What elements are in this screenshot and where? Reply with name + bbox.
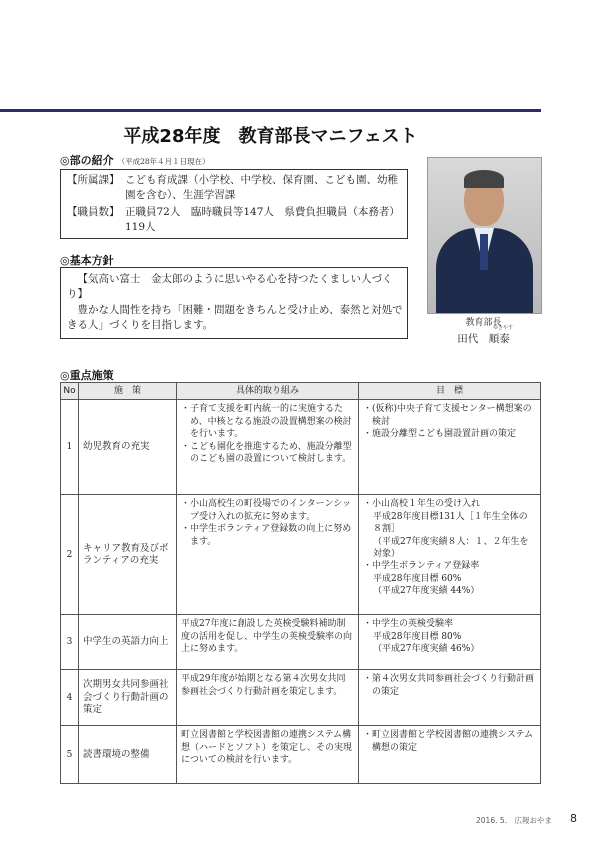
- intro-row: [67, 205, 401, 235]
- measures-table: [60, 382, 541, 784]
- goal-detail: 平成28年度目標 80%: [373, 631, 462, 642]
- action-item: 平成29年度が始期となる第４次男女共同参画社会づくり行動計画を策定します。: [181, 674, 346, 697]
- header-actions: 具体的取り組み: [177, 383, 359, 400]
- photo-tie: [480, 234, 488, 270]
- row-policy: 読書環境の整備: [79, 726, 177, 784]
- action-item: ・小山高校生の町役場でのインターンシップ受け入れの拡充に努めます。: [181, 499, 352, 522]
- table-row: [61, 726, 541, 784]
- row-policy: 次期男女共同参画社会づくり行動計画の策定: [79, 670, 177, 726]
- page-number: 8: [570, 812, 577, 825]
- measures-heading: ◎重点施策: [60, 369, 114, 382]
- row-goals: [359, 670, 541, 726]
- row-no: 5: [61, 726, 79, 784]
- goal-item: ・中学生ボランティア登録率: [363, 561, 480, 572]
- row-actions: [177, 615, 359, 670]
- goal-detail: （平成27年度実績 44%）: [373, 586, 480, 597]
- goal-detail: （平成27年度実績８人：１、２年生を対象）: [373, 536, 529, 560]
- action-item: ・子育て支援を町内統一的に実施するため、中核となる施設の設置構想案の検討を行います。: [181, 404, 352, 440]
- intro-row-value: こども育成課（小学校、中学校、保育園、こども園、幼稚園を含む）、生涯学習課: [125, 174, 398, 201]
- page-title: 平成28年度 教育部長マニフェスト: [123, 126, 418, 147]
- footer-issue: 2016. 5. 広報おやま: [476, 816, 553, 825]
- intro-row-key: 【職員数】: [67, 206, 120, 218]
- goal-item: ・(仮称)中央子育て支援センター構想案の検討: [363, 404, 532, 427]
- intro-date-note: （平成28年４月１日現在）: [117, 157, 210, 166]
- table-header-row: [61, 383, 541, 400]
- policy-heading: ◎基本方針: [60, 254, 114, 267]
- row-actions: [177, 670, 359, 726]
- goal-item: ・町立図書館と学校図書館の連携システム構想の策定: [363, 730, 534, 753]
- intro-heading: [60, 152, 210, 168]
- table-row: [61, 400, 541, 495]
- portrait-photo: [427, 157, 542, 314]
- intro-row-value: 正職員72人 臨時職員等147人 県費負担職員（本務者）119人: [125, 206, 400, 233]
- goal-item: ・小山高校１年生の受け入れ: [363, 499, 481, 510]
- row-policy: 幼児教育の充実: [79, 400, 177, 495]
- policy-motto: 【気高い富士 金太郎のように思いやる心を持つたくましい人づくり】: [67, 273, 393, 300]
- policy-box: [60, 267, 408, 339]
- profile-name: 田代 順泰: [457, 333, 510, 345]
- photo-hair: [464, 170, 504, 188]
- profile-name-ruby: ゆきやす: [493, 325, 514, 331]
- policy-goal: 豊かな人間性を持ち「困難・問題をきちんと受け止め、泰然と対処できる人」づくりを目指します。: [67, 304, 403, 331]
- intro-row-key: 【所属課】: [67, 174, 120, 186]
- header-policy: 施 策: [79, 383, 177, 400]
- table-row: [61, 615, 541, 670]
- row-goals: [359, 495, 541, 615]
- header-no: No: [61, 383, 79, 400]
- row-actions: [177, 726, 359, 784]
- goal-detail: 平成28年度目標131人［１年生全体の８割］: [373, 511, 528, 535]
- intro-row: [67, 173, 401, 203]
- header-goals: 目 標: [359, 383, 541, 400]
- goal-item: ・施設分離型こども園設置計画の策定: [363, 429, 517, 440]
- action-item: 町立図書館と学校図書館の連携システム構想（ハードとソフト）を策定し、その実現についての検討を行います。: [181, 730, 353, 766]
- intro-box: [60, 169, 408, 239]
- row-no: 1: [61, 400, 79, 495]
- row-no: 2: [61, 495, 79, 615]
- goal-item: ・第４次男女共同参画社会づくり行動計画の策定: [363, 674, 535, 697]
- action-item: ・中学生ボランティア登録数の向上に努めます。: [181, 524, 352, 547]
- table-row: [61, 495, 541, 615]
- row-actions: [177, 400, 359, 495]
- row-policy: 中学生の英語力向上: [79, 615, 177, 670]
- header-rule: [0, 109, 541, 112]
- row-policy: キャリア教育及びボランティアの充実: [79, 495, 177, 615]
- goal-detail: 平成28年度目標 60%: [373, 573, 462, 584]
- goal-item: ・中学生の英検受験率: [363, 619, 454, 630]
- intro-heading-text: ◎部の紹介: [60, 154, 114, 167]
- row-goals: [359, 400, 541, 495]
- action-item: 平成27年度に創設した英検受験料補助制度の活用を促し、中学生の英検受験率の向上に努めます。: [181, 619, 353, 655]
- action-item: ・こども園化を推進するため、施設分離型のこども園の設置について検討します。: [181, 441, 352, 465]
- profile-role: 教育部長: [465, 318, 502, 328]
- row-actions: [177, 495, 359, 615]
- goal-detail: （平成27年度実績 46%）: [373, 644, 480, 655]
- row-goals: [359, 726, 541, 784]
- table-row: [61, 670, 541, 726]
- row-no: 4: [61, 670, 79, 726]
- row-goals: [359, 615, 541, 670]
- row-no: 3: [61, 615, 79, 670]
